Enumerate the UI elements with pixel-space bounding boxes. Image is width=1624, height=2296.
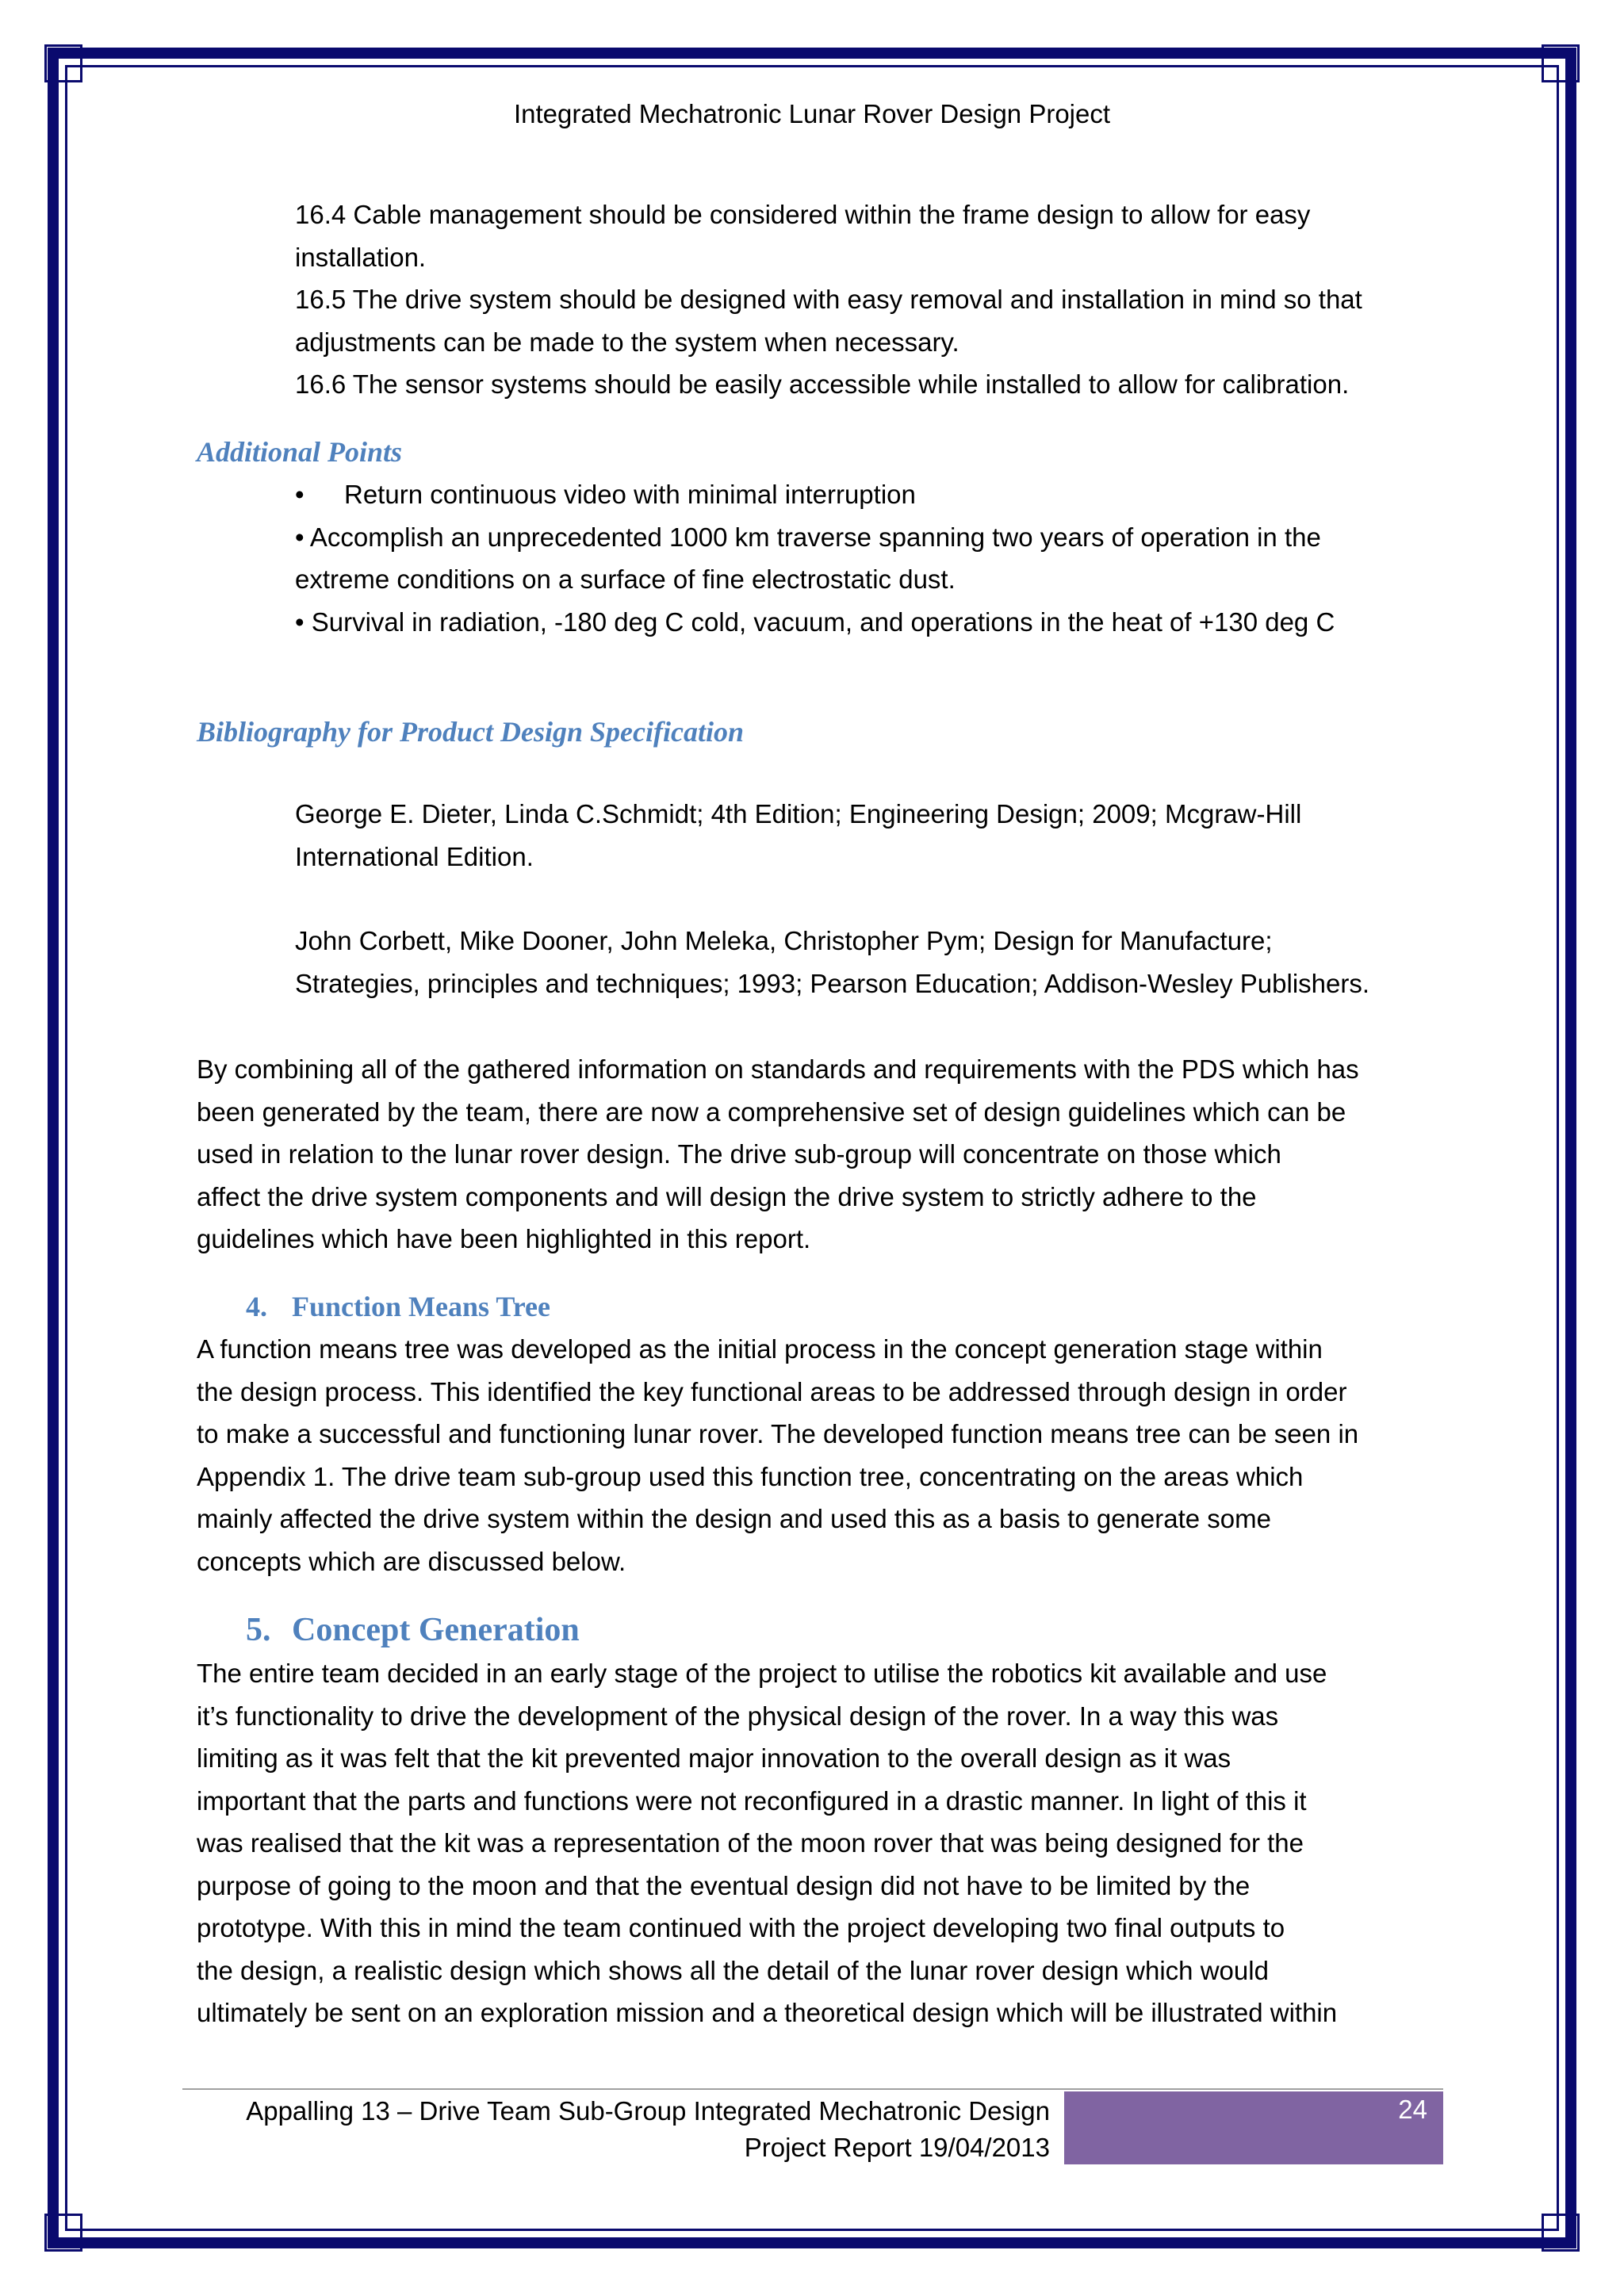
- requirement-line: 16.4 Cable management should be considered within the frame design to allow for easy: [295, 200, 1311, 229]
- paragraph-line: the design process. This identified the key functional areas to be addressed through design in order: [197, 1376, 1347, 1406]
- requirements-block: [197, 193, 1434, 406]
- paragraph-line: guidelines which have been highlighted in this report.: [197, 1224, 811, 1253]
- section-function-means-tree: [197, 1286, 1434, 1582]
- page-number-box: [1064, 2091, 1443, 2164]
- bullet-line: • Accomplish an unprecedented 1000 km traverse spanning two years of operation in the: [295, 522, 1321, 552]
- paragraph-line: Appendix 1. The drive team sub-group used this function tree, concentrating on the areas which: [197, 1461, 1304, 1491]
- paragraph-line: affect the drive system components and will design the drive system to strictly adhere to the: [197, 1181, 1257, 1211]
- page-header: Integrated Mechatronic Lunar Rover Design Project: [513, 99, 1111, 128]
- paragraph-line: was realised that the kit was a representation of the moon rover that was being designed for the: [197, 1828, 1304, 1858]
- summary-paragraph: [197, 1048, 1434, 1261]
- corner-ornament-top-left: [44, 44, 82, 82]
- bullet-line: • Survival in radiation, -180 deg C cold, vacuum, and operations in the heat of +130 deg C: [295, 607, 1335, 637]
- section-title: Concept Generation: [292, 1612, 580, 1648]
- paragraph-line: ultimately be sent on an exploration mission and a theoretical design which will be illustrated within: [197, 1998, 1338, 2027]
- paragraph-line: mainly affected the drive system within the design and used this as a basis to generate some: [197, 1504, 1271, 1533]
- bullet-item: [295, 473, 1434, 516]
- bibliography-section: [197, 711, 1434, 1004]
- corner-ornament-bottom-left: [44, 2214, 82, 2252]
- requirement-line: installation.: [295, 242, 427, 272]
- section-number: 4.: [246, 1291, 267, 1322]
- additional-points-section: [197, 431, 1434, 643]
- corner-ornament-bottom-right: [1542, 2214, 1580, 2252]
- section-number: 5.: [246, 1612, 271, 1648]
- bibliography-entry-line: George E. Dieter, Linda C.Schmidt; 4th Edition; Engineering Design; 2009; Mcgraw-Hill: [295, 799, 1302, 828]
- footer-line-2: Project Report 19/04/2013: [744, 2133, 1050, 2162]
- footer-text: [184, 2093, 1050, 2166]
- paragraph-line: it’s functionality to drive the development of the physical design of the rover. In a way this was: [197, 1701, 1279, 1731]
- bibliography-entry-line: John Corbett, Mike Dooner, John Meleka, Christopher Pym; Design for Manufacture;: [295, 926, 1273, 955]
- paragraph-line: limiting as it was felt that the kit prevented major innovation to the overall design as it was: [197, 1743, 1231, 1773]
- page-number: 24: [1398, 2095, 1427, 2124]
- paragraph-line: concepts which are discussed below.: [197, 1546, 626, 1576]
- footer-line-1: Appalling 13 – Drive Team Sub-Group Integrated Mechatronic Design: [246, 2096, 1050, 2126]
- requirement-line: 16.6 The sensor systems should be easily accessible while installed to allow for calibration.: [295, 369, 1350, 399]
- paragraph-line: prototype. With this in mind the team continued with the project developing two final outputs to: [197, 1913, 1285, 1942]
- paragraph-line: important that the parts and functions were not reconfigured in a drastic manner. In light of this it: [197, 1785, 1307, 1816]
- paragraph-line: The entire team decided in an early stage of the project to utilise the robotics kit available and use: [197, 1659, 1327, 1688]
- bullet-text: Return continuous video with minimal interruption: [344, 480, 916, 509]
- bullet-icon: •: [295, 480, 304, 509]
- requirement-line: 16.5 The drive system should be designed with easy removal and installation in mind so that: [295, 285, 1362, 314]
- paragraph-line: the design, a realistic design which shows all the detail of the lunar rover design which would: [197, 1955, 1269, 1985]
- bibliography-entry-line: Strategies, principles and techniques; 1993; Pearson Education; Addison-Wesley Publishers.: [295, 968, 1370, 998]
- section-5-heading: [246, 1608, 1434, 1652]
- section-title: Function Means Tree: [292, 1291, 550, 1322]
- additional-points-heading: Additional Points: [197, 436, 403, 468]
- bibliography-entry-line: International Edition.: [295, 841, 534, 871]
- bibliography-heading: Bibliography for Product Design Specification: [197, 716, 745, 748]
- footer-divider: [182, 2088, 1443, 2090]
- paragraph-line: used in relation to the lunar rover design. The drive sub-group will concentrate on those which: [197, 1139, 1281, 1169]
- section-concept-generation: [197, 1608, 1434, 2034]
- bullet-line: extreme conditions on a surface of fine electrostatic dust.: [295, 564, 956, 594]
- paragraph-line: to make a successful and functioning lunar rover. The developed function means tree can be seen in: [197, 1419, 1359, 1448]
- paragraph-line: By combining all of the gathered information on standards and requirements with the PDS which has: [197, 1054, 1359, 1084]
- requirement-line: adjustments can be made to the system when necessary.: [295, 327, 959, 357]
- section-4-heading: [246, 1286, 1434, 1328]
- corner-ornament-top-right: [1542, 44, 1580, 82]
- paragraph-line: purpose of going to the moon and that the eventual design did not have to be limited by the: [197, 1870, 1251, 1900]
- paragraph-line: A function means tree was developed as the initial process in the concept generation stage within: [197, 1334, 1323, 1364]
- paragraph-line: been generated by the team, there are now a comprehensive set of design guidelines which can be: [197, 1096, 1346, 1127]
